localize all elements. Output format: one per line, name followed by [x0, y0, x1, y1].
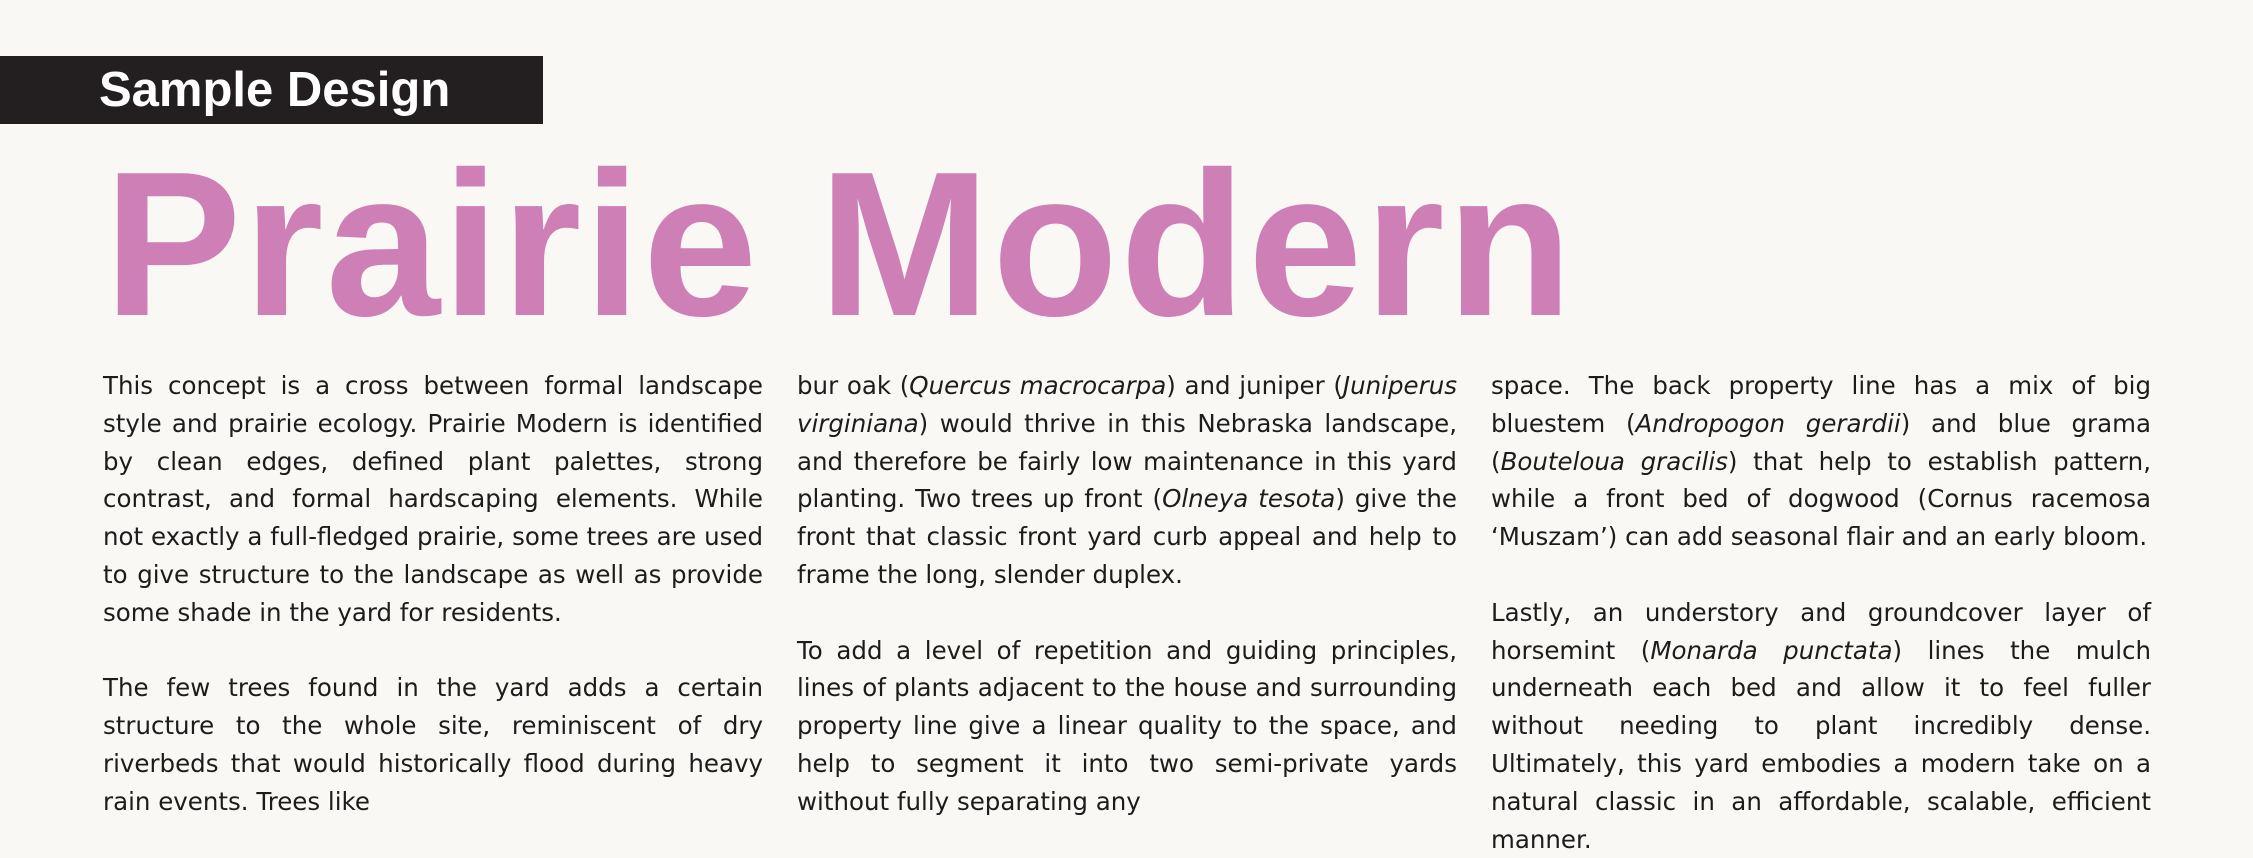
text-run: space. The back property line has a mix of big bluestem (: [1491, 371, 2151, 438]
text-column-3: [1491, 367, 2151, 858]
paragraph: [797, 632, 1457, 821]
paragraph: [1491, 367, 2151, 556]
species-name: Olneya tesota: [1162, 484, 1336, 514]
text-column-1: [103, 367, 763, 821]
species-name: Bouteloua gracilis: [1500, 446, 1728, 476]
paragraph: [797, 367, 1457, 594]
text-run: bur oak (: [797, 371, 910, 400]
text-run: ) lines the mulch underneath each bed and allow it to feel fuller without needing to plant incredibly dense. Ultimately, this yard embodies a modern take on a natural classic in an affordable, scalable, efficient manner.: [1491, 635, 2151, 854]
text-column-2: [797, 367, 1457, 821]
text-run: ) that help to establish pattern, while a front bed of dogwood (Cornus racemosa ‘Muszam’) can add seasonal flair and an early bloom.: [1491, 446, 2151, 552]
paragraph: [103, 367, 763, 632]
text-run: ) give the front that classic front yard curb appeal and help to frame the long, slender duplex.: [797, 484, 1458, 589]
section-label: Sample Design: [99, 63, 451, 117]
species-name: Juniperus virginiana: [797, 371, 1457, 438]
text-run: ) would thrive in this Nebraska landscape, and therefore be fairly low maintenance in this yard planting. Two trees up front (: [797, 408, 1457, 514]
text-run: Lastly, an understory and groundcover layer of horsemint (: [1491, 597, 2151, 665]
species-name: Quercus macrocarpa: [909, 371, 1167, 400]
text-run: The few trees found in the yard adds a certain structure to the whole site, reminiscent of dry riverbeds that would historically flood during heavy rain events. Trees like: [103, 673, 763, 816]
species-name: Andropogon gerardii: [1635, 408, 1901, 438]
text-run: ) and juniper (: [1166, 371, 1343, 400]
text-run: To add a level of repetition and guiding principles, lines of plants adjacent to the house and surrounding property line give a linear quality to the space, and help to segment it into two semi-private yards without fully separating any: [797, 635, 1457, 816]
paragraph: [103, 669, 763, 820]
text-run: This concept is a cross between formal landscape style and prairie ecology. Prairie Modern is identified by clean edges, defined plant palettes, strong contrast, and formal hardscaping elements. While not exactly a full-fledged prairie, some trees are used to give structure to the landscape as well as provide some shade in the yard for residents.: [103, 371, 763, 627]
species-name: Monarda punctata: [1650, 635, 1893, 665]
section-label-bar: [0, 56, 543, 124]
paragraph: [1491, 594, 2151, 858]
text-run: ) and blue grama (: [1491, 408, 2152, 476]
page-title: Prairie Modern: [104, 129, 1575, 359]
